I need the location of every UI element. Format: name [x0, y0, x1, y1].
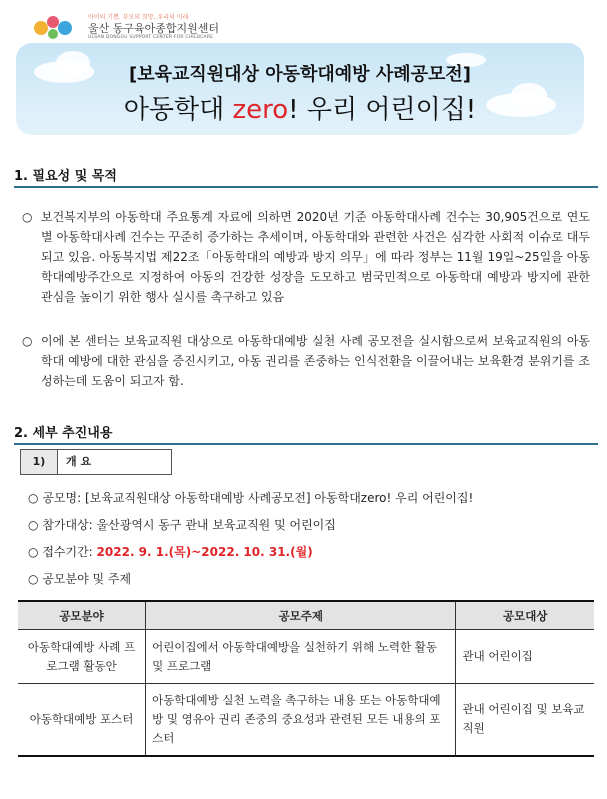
bullet-icon: ○ — [28, 491, 39, 505]
item-label: 접수기간: — [42, 545, 97, 559]
table-header: 공모주제 — [146, 601, 456, 630]
bullet-icon: ○ — [28, 572, 39, 586]
contest-table — [18, 600, 594, 757]
table-header: 공모분야 — [18, 601, 146, 630]
item-label: 참가대상: — [42, 518, 97, 532]
table-cell: 아동학대예방 사례 프로그램 활동안 — [18, 630, 146, 684]
banner-title — [16, 89, 584, 126]
item-value: 2022. 9. 1.(목)~2022. 10. 31.(월) — [96, 545, 313, 559]
bullet-icon: ○ — [22, 334, 33, 348]
item-label: 공모분야 및 주제 — [42, 572, 132, 586]
bullet-icon: ○ — [28, 518, 39, 532]
table-cell: 어린이집에서 아동학대예방을 실천하기 위해 노력한 활동 및 프로그램 — [146, 630, 456, 684]
item-value: [보육교직원대상 아동학대예방 사례공모전] 아동학대zero! 우리 어린이집! — [84, 491, 474, 505]
banner-title-after: ! 우리 어린이집! — [288, 95, 477, 125]
table-cell: 아동학대예방 실천 노력을 촉구하는 내용 또는 아동학대예방 및 영유아 권리 존중의 중요성과 관련된 모든 내용의 포스터 — [146, 684, 456, 756]
table-row — [18, 684, 594, 756]
paragraph-text: 보건복지부의 아동학대 주요통계 자료에 의하면 2020년 기준 아동학대사례 건수는 30,905건으로 연도별 아동학대사례 건수는 꾸준히 증가하는 추세이며, 아동학대와 관련한 사건은 심각한 사회적 이슈로 대두되고 있음. 아동복지법 제22조「아동학대의 예방과 방지 의무」에 따라 정부는 11월 19일~25일을 아동학대예방주간으로 지정하여 아동의 건강한 성장을 도모하고 범국민적으로 아동학대 예방과 방지에 관한 관심을 높이기 위한 행사 실시를 촉구하고 있음 — [41, 210, 590, 304]
section-divider — [14, 186, 598, 188]
section-heading: 1. 필요성 및 목적 — [14, 169, 117, 184]
center-logo-icon — [32, 10, 74, 40]
subsection-title: 개 요 — [66, 455, 92, 468]
paragraph — [22, 207, 590, 307]
item-label: 공모명: — [42, 491, 85, 505]
banner-title-zero: zero — [232, 95, 289, 125]
logo-name: 울산 동구육아종합지원센터 — [88, 22, 220, 35]
bullet-icon: ○ — [28, 545, 39, 559]
subsection-number: 1) — [21, 450, 58, 474]
title-banner — [16, 43, 584, 135]
list-item — [28, 489, 473, 506]
table-header: 공모대상 — [456, 601, 594, 630]
bullet-icon: ○ — [22, 210, 33, 224]
logo-tagline: 아이의 기쁨, 부모의 희망, 우리의 미래 — [88, 14, 189, 21]
logo-english-name: ULSAN DONGGU SUPPORT CENTER FOR CHILDCARE — [88, 35, 214, 40]
table-cell: 관내 어린이집 및 보육교직원 — [456, 684, 594, 756]
paragraph — [22, 331, 590, 391]
list-item — [28, 543, 313, 560]
table-cell: 아동학대예방 포스터 — [18, 684, 146, 756]
table-header-row — [18, 601, 594, 630]
banner-title-before: 아동학대 — [123, 95, 233, 125]
paragraph-text: 이에 본 센터는 보육교직원 대상으로 아동학대예방 실천 사례 공모전을 실시함으로써 보육교직원의 아동학대 예방에 대한 관심을 증진시키고, 아동 권리를 존중하는 인식전환을 이끌어내는 보육환경 분위기를 조성하는데 도움이 되고자 함. — [41, 334, 590, 388]
list-item — [28, 570, 131, 587]
item-value: 울산광역시 동구 관내 보육교직원 및 어린이집 — [96, 518, 336, 532]
banner-subtitle: [보육교직원대상 아동학대예방 사례공모전] — [129, 64, 471, 85]
table-row — [18, 630, 594, 684]
center-logo — [32, 8, 292, 44]
section-divider — [14, 443, 598, 445]
section-heading: 2. 세부 추진내용 — [14, 426, 113, 441]
table-cell: 관내 어린이집 — [456, 630, 594, 684]
list-item — [28, 516, 336, 533]
subsection-header — [20, 449, 172, 475]
